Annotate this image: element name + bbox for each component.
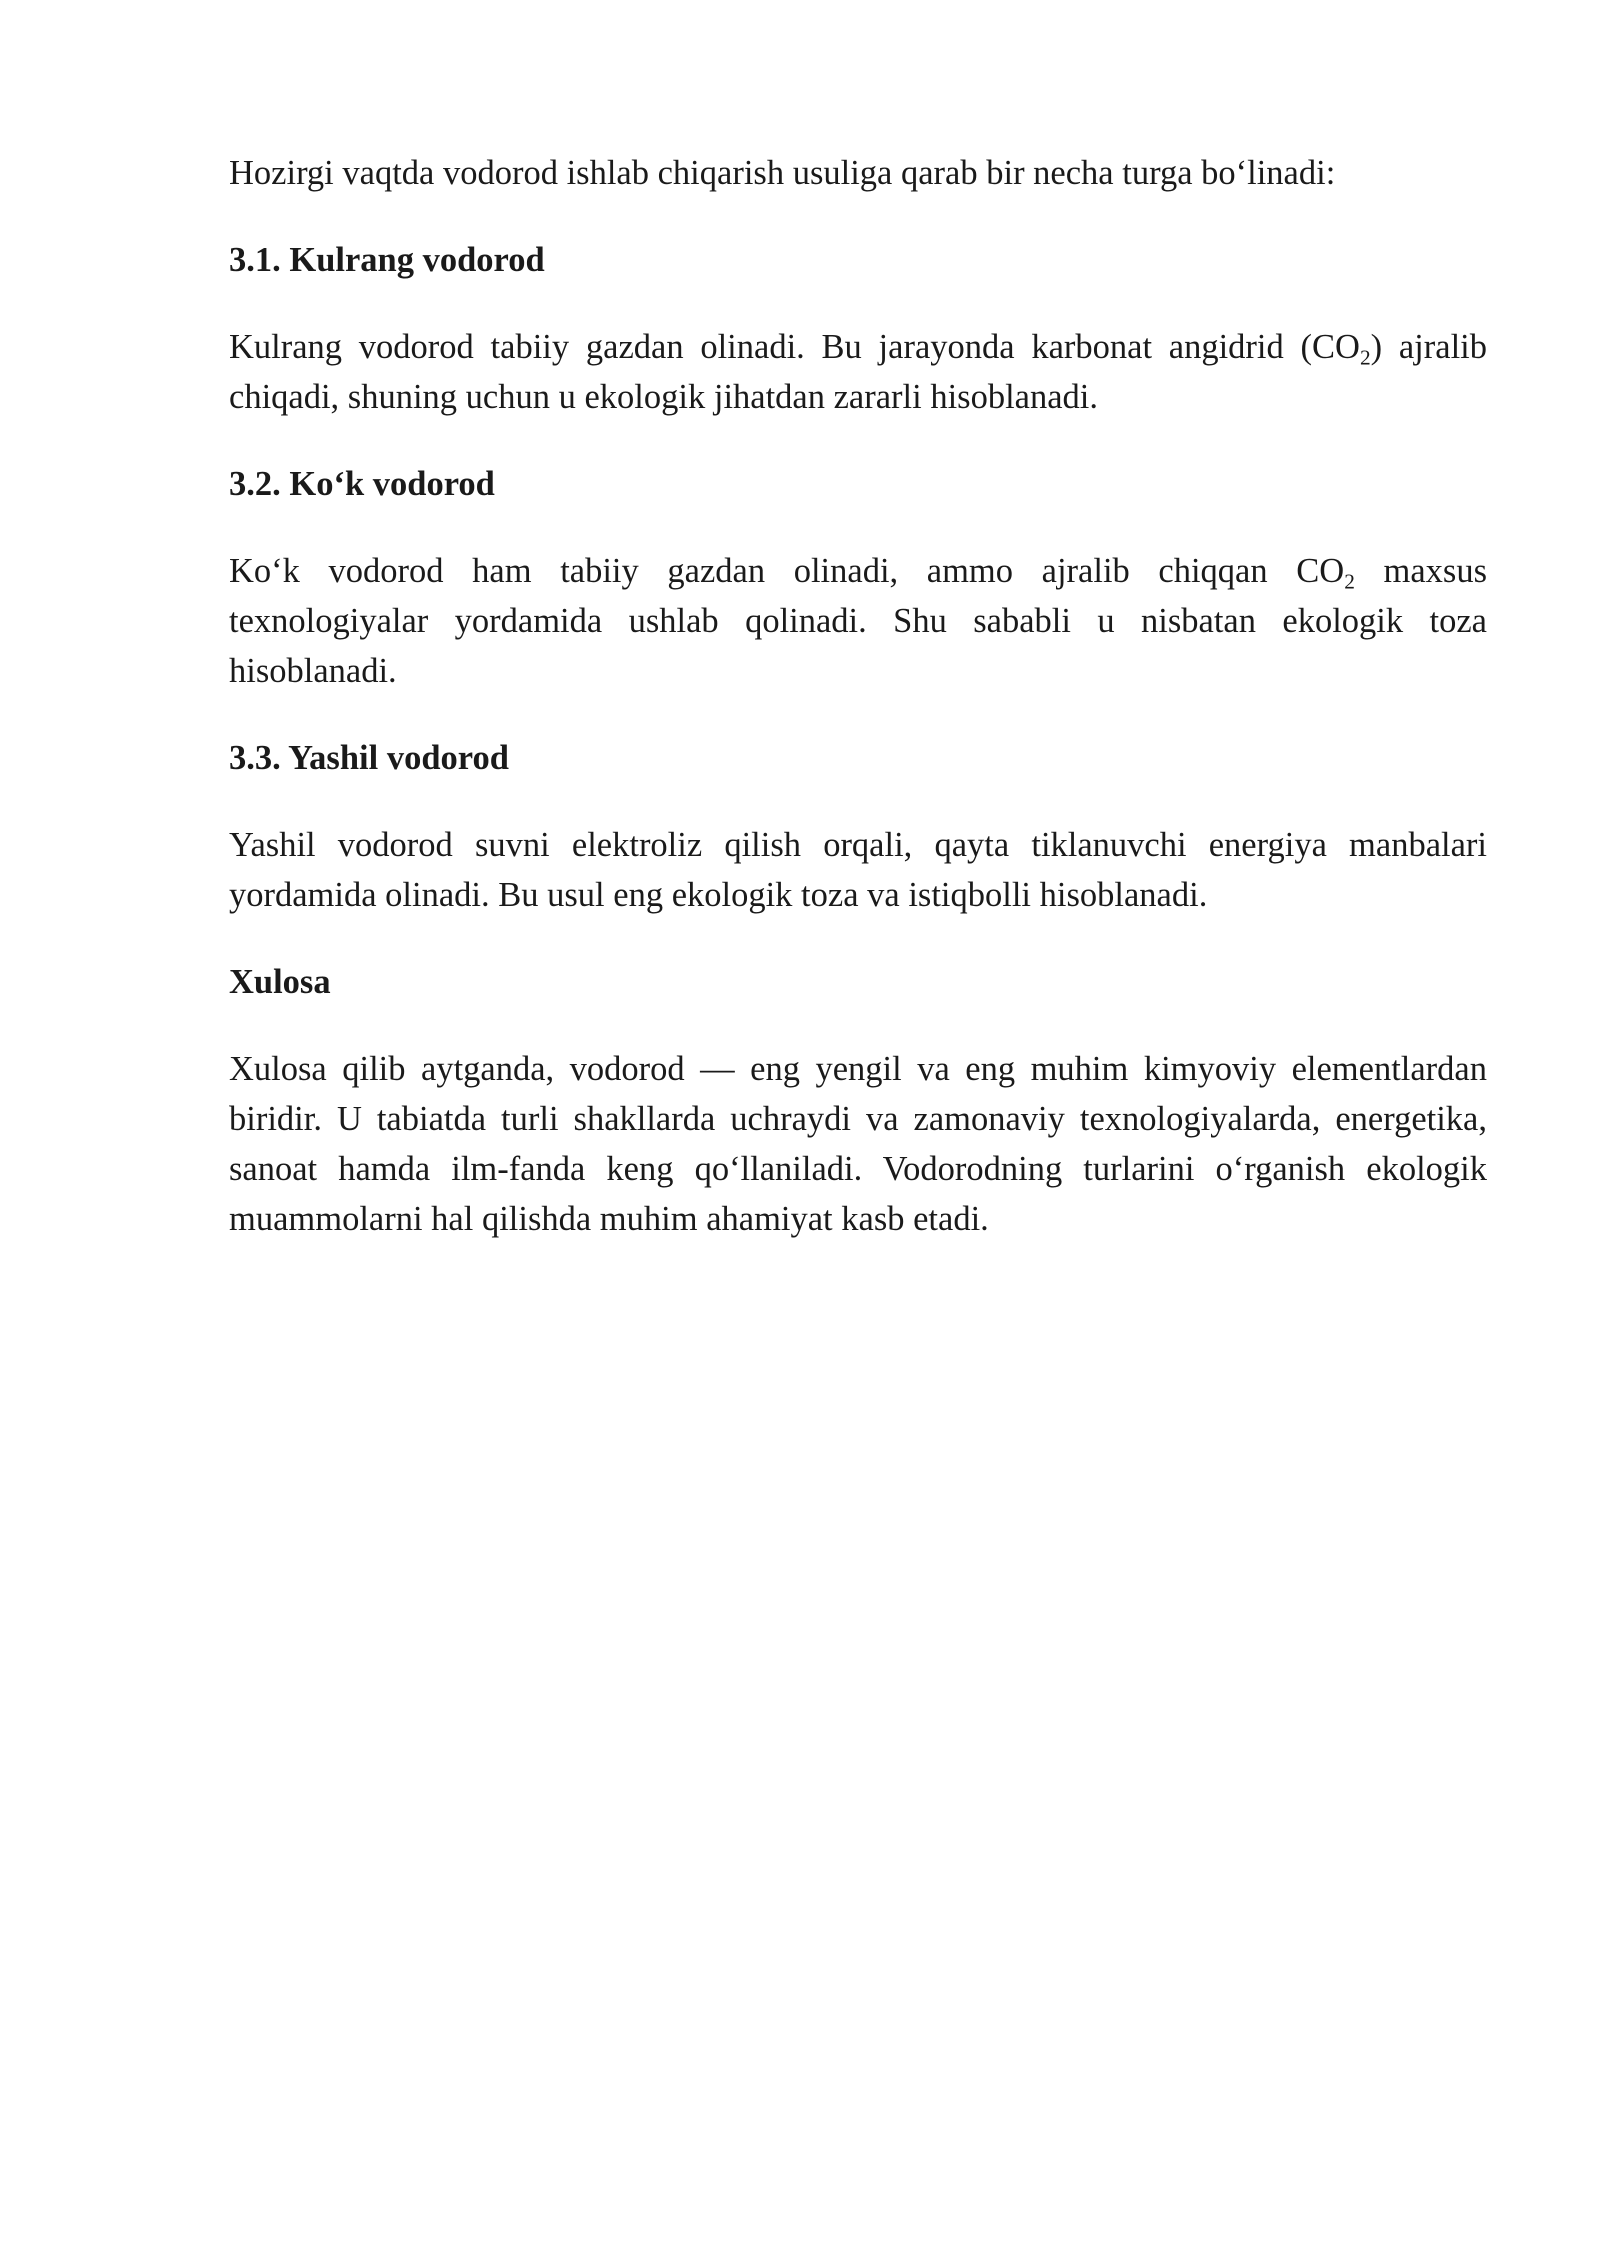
section-heading-yashil: 3.3. Yashil vodorod (229, 739, 509, 777)
co2-subscript: 2 (1359, 345, 1371, 370)
section-heading-xulosa: Xulosa (229, 963, 331, 1001)
paragraph-kok-text-before: Ko‘k vodorod ham tabiiy gazdan olinadi, ammo ajralib chiqqan CO (229, 552, 1345, 590)
paragraph-xulosa: Xulosa qilib aytganda, vodorod — eng yengil va eng muhim kimyoviy elementlardan biridir. U tabiatda turli shakllarda uchraydi va zamonaviy texnologiyalarda, energetika, sanoat hamda ilm-fanda keng qo‘llaniladi. Vodorodning turlarini o‘rganish ekologik muammolarni hal qilishda muhim ahamiyat kasb etadi. (229, 1050, 1487, 1238)
paragraph-kulrang-text-after: ) ajralib chiqadi, shuning uchun u ekologik jihatdan zararli hisoblanadi. (229, 328, 1487, 416)
paragraph-kulrang-text-before: Kulrang vodorod tabiiy gazdan olinadi. Bu jarayonda karbonat angidrid (CO (229, 328, 1360, 366)
intro-paragraph: Hozirgi vaqtda vodorod ishlab chiqarish usuliga qarab bir necha turga bo‘linadi: (229, 154, 1336, 192)
paragraph-kok-text-after: maxsus texnologiyalar yordamida ushlab qolinadi. Shu sababli u nisbatan ekologik toza hisoblanadi. (229, 552, 1488, 690)
paragraph-kulrang (229, 322, 1487, 422)
section-heading-kulrang: 3.1. Kulrang vodorod (229, 241, 545, 279)
paragraph-yashil: Yashil vodorod suvni elektroliz qilish orqali, qayta tiklanuvchi energiya manbalari yordamida olinadi. Bu usul eng ekologik toza va istiqbolli hisoblanadi. (229, 826, 1487, 914)
co2-subscript: 2 (1344, 569, 1355, 594)
paragraph-kok (229, 546, 1487, 696)
section-heading-kok: 3.2. Ko‘k vodorod (229, 465, 495, 503)
document-page (229, 148, 1487, 1281)
